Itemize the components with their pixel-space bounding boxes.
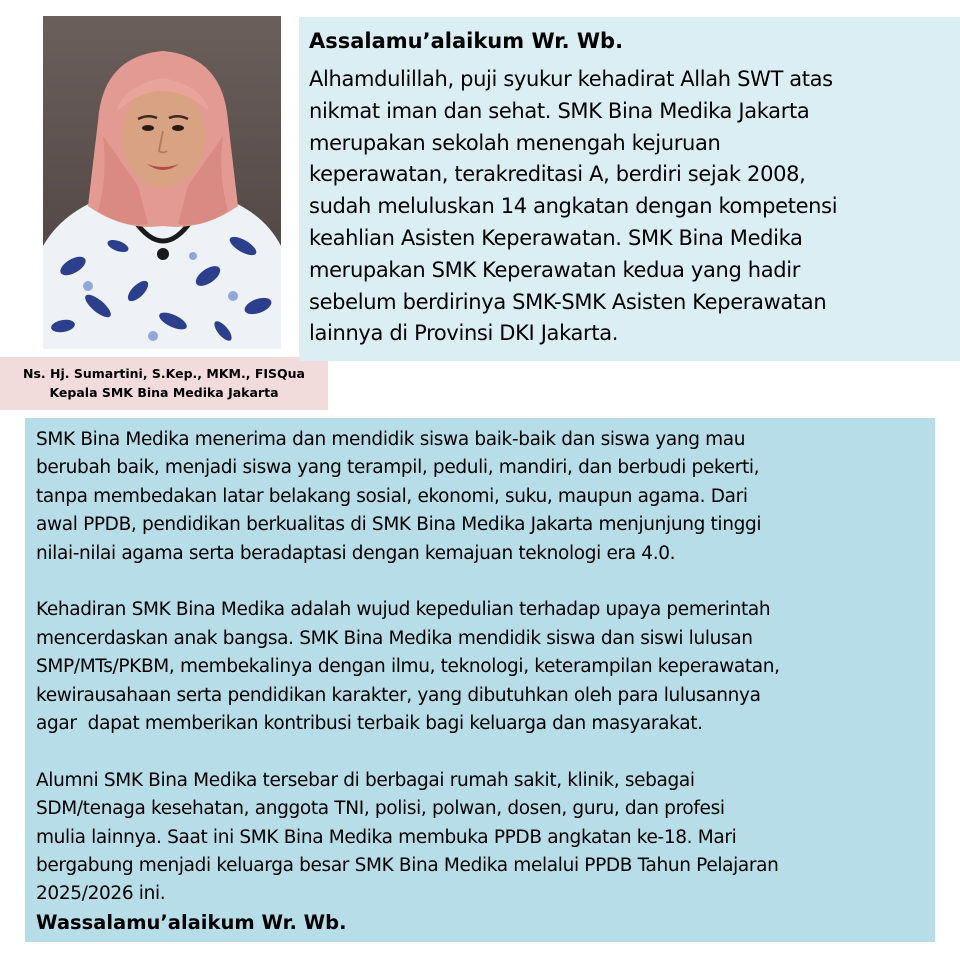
greeting-line: nikmat iman dan sehat. SMK Bina Medika Jakarta [309,98,810,123]
paragraph-line: Kehadiran SMK Bina Medika adalah wujud kepedulian terhadap upaya pemerintah [36,599,771,621]
principal-name: Ns. Hj. Sumartini, S.Kep., MKM., FISQua [23,366,305,381]
paragraph-3 [36,767,935,909]
paragraph-spacer [36,568,935,596]
paragraph-1 [36,426,935,568]
principal-photo [43,16,281,349]
paragraph-line: kewirausahaan serta pendidikan karakter, yang dibutuhkan oleh para lulusannya [36,684,761,706]
greeting-line: sebelum berdirinya SMK-SMK Asisten Keperawatan [309,289,827,314]
greeting-line: keahlian Asisten Keperawatan. SMK Bina Medika [309,225,803,250]
paragraph-line: SMK Bina Medika menerima dan mendidik siswa baik-baik dan siswa yang mau [36,429,746,450]
greeting-line: merupakan sekolah menengah kejuruan [309,130,721,155]
paragraph-line: SDM/tenaga kesehatan, anggota TNI, polisi, polwan, dosen, guru, dan profesi [36,798,725,820]
greeting-text [309,64,953,350]
greeting-line: Alhamdulillah, puji syukur kehadirat Allah SWT atas [309,67,833,91]
principal-position: Kepala SMK Bina Medika Jakarta [49,385,279,400]
paragraph-line: awal PPDB, pendidikan berkualitas di SMK Bina Medika Jakarta menjunjung tinggi [36,514,762,536]
paragraph-2 [36,596,935,738]
paragraph-line: tanpa membedakan latar belakang sosial, ekonomi, suku, maupun agama. Dari [36,485,748,507]
photo-caption [0,357,328,410]
paragraph-spacer [36,738,935,766]
greeting-line: merupakan SMK Keperawatan kedua yang hadir [309,257,800,282]
paragraph-line: bergabung menjadi keluarga besar SMK Bina Medika melalui PPDB Tahun Pelajaran [36,855,779,877]
portrait-illustration [43,16,281,349]
paragraph-line: nilai-nilai agama serta beradaptasi dengan kemajuan teknologi era 4.0. [36,542,676,564]
paragraph-line: agar dapat memberikan kontribusi terbaik bagi keluarga dan masyarakat. [36,713,703,735]
greeting-line: keperawatan, terakreditasi A, berdiri sejak 2008, [309,162,806,187]
paragraph-line: mulia lainnya. Saat ini SMK Bina Medika membuka PPDB angkatan ke-18. Mari [36,826,737,848]
paragraph-line: Alumni SMK Bina Medika tersebar di berbagai rumah sakit, klinik, sebagai [36,769,695,791]
paragraph-line: mencerdaskan anak bangsa. SMK Bina Medika mendidik siswa dan siswi lulusan [36,627,753,649]
main-text-box [25,418,935,942]
closing-greeting: Wassalamu’alaikum Wr. Wb. [36,910,347,934]
greeting-line: lainnya di Provinsi DKI Jakarta. [309,321,619,346]
greeting-line: sudah meluluskan 14 angkatan dengan kompetensi [309,194,838,219]
greeting-title: Assalamu’alaikum Wr. Wb. [309,29,624,53]
paragraph-line: berubah baik, menjadi siswa yang terampil, peduli, mandiri, dan berbudi pekerti, [36,457,760,479]
paragraph-line: 2025/2026 ini. [36,883,166,905]
paragraph-line: SMP/MTs/PKBM, membekalinya dengan ilmu, teknologi, keterampilan keperawatan, [36,656,780,678]
greeting-box [299,17,960,361]
